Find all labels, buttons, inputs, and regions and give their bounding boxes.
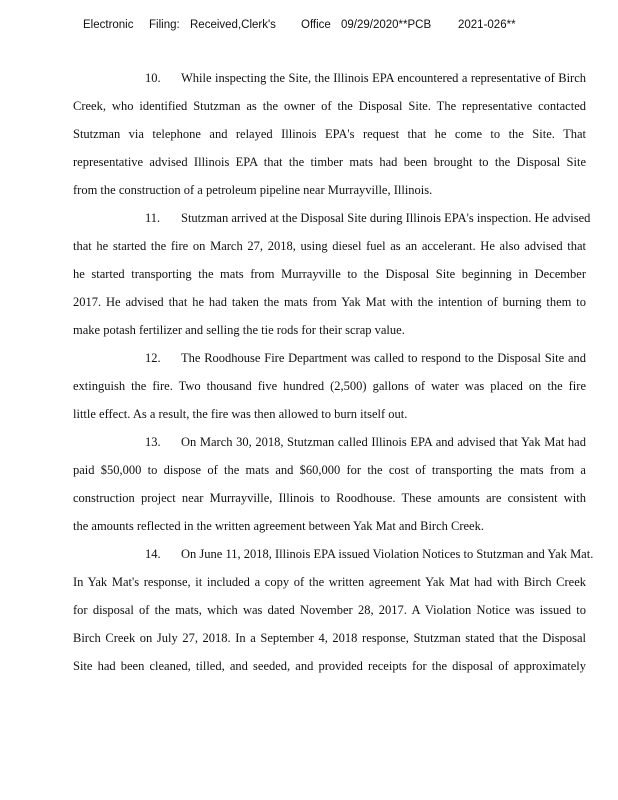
paragraph-line: the amounts reflected in the written agreement between Yak Mat and Birch Creek. [73, 519, 484, 533]
paragraph [73, 348, 586, 432]
paragraph-number: 11. [145, 211, 161, 225]
paragraph-line: paid $50,000 to dispose of the mats and $60,000 for the cost of transporting the mats from a [73, 463, 586, 477]
paragraph [73, 68, 586, 208]
paragraph-number: 12. [145, 351, 161, 365]
paragraph-line: extinguish the fire. Two thousand five hundred (2,500) gallons of water was placed on the fire [73, 379, 586, 393]
paragraph-line: that he started the fire on March 27, 2018, using diesel fuel as an accelerant. He also advised that [73, 239, 586, 253]
paragraph-number: 14. [145, 547, 161, 561]
paragraph-line [73, 544, 594, 572]
paragraph-line [73, 208, 591, 236]
paragraph-line [73, 432, 586, 460]
paragraph-line: construction project near Murrayville, Illinois to Roodhouse. These amounts are consistent with [73, 491, 586, 505]
paragraph [73, 208, 591, 348]
paragraph-line: from the construction of a petroleum pipeline near Murrayville, Illinois. [73, 183, 433, 197]
paragraph [73, 432, 586, 544]
paragraph-line: Site had been cleaned, tilled, and seeded, and provided receipts for the disposal of approximately [73, 659, 586, 673]
header-office: Office [301, 19, 331, 31]
line-text: On June 11, 2018, Illinois EPA issued Violation Notices to Stutzman and Yak Mat. [181, 547, 594, 561]
paragraph-line: little effect. As a result, the fire was then allowed to burn itself out. [73, 407, 408, 421]
paragraph-line: Creek, who identified Stutzman as the owner of the Disposal Site. The representative contacted [73, 99, 586, 113]
paragraph-line: he started transporting the mats from Murrayville to the Disposal Site beginning in December [73, 267, 586, 281]
paragraph-line: Stutzman via telephone and relayed Illinois EPA's request that he come to the Site. That [73, 127, 586, 141]
paragraph [73, 544, 594, 684]
paragraph-line [73, 348, 586, 376]
paragraph-line: In Yak Mat's response, it included a copy of the written agreement Yak Mat had with Birch Creek [73, 575, 586, 589]
paragraph-line: for disposal of the mats, which was dated November 28, 2017. A Violation Notice was issued to [73, 603, 586, 617]
paragraph-line: 2017. He advised that he had taken the mats from Yak Mat with the intention of burning them to [73, 295, 586, 309]
header-date: 09/29/2020**PCB [341, 19, 432, 31]
header-received: Received,Clerk's [190, 19, 276, 31]
paragraph-line: Birch Creek on July 27, 2018. In a September 4, 2018 response, Stutzman stated that the Disposal [73, 631, 586, 645]
paragraph-number: 10. [145, 71, 161, 85]
header-filing: Filing: [149, 19, 180, 31]
paragraph-line [73, 68, 586, 96]
paragraph-line: representative advised Illinois EPA that the timber mats had been brought to the Disposal Site [73, 155, 586, 169]
document-body [73, 68, 594, 684]
paragraph-number: 13. [145, 435, 161, 449]
header-electronic: Electronic [83, 19, 134, 31]
paragraph-line: make potash fertilizer and selling the tie rods for their scrap value. [73, 323, 405, 337]
line-text: The Roodhouse Fire Department was called to respond to the Disposal Site and [181, 351, 586, 365]
line-text: On March 30, 2018, Stutzman called Illinois EPA and advised that Yak Mat had [181, 435, 586, 449]
header-case-number: 2021-026** [458, 19, 516, 31]
line-text: While inspecting the Site, the Illinois EPA encountered a representative of Birch [181, 71, 586, 85]
line-text: Stutzman arrived at the Disposal Site during Illinois EPA's inspection. He advised [181, 211, 591, 225]
